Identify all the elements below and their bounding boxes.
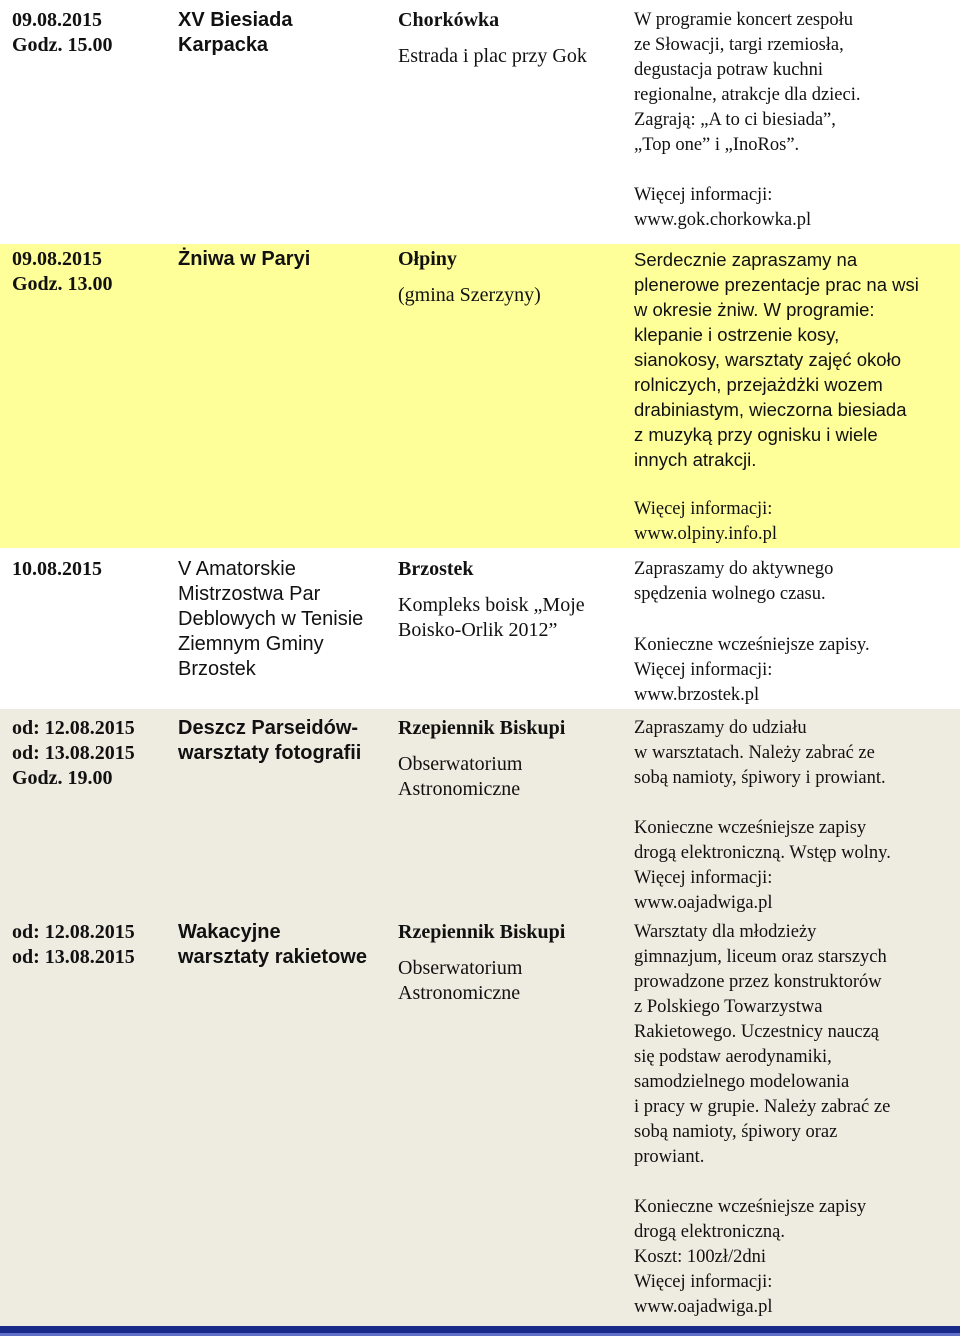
event-date-cell xyxy=(12,920,162,970)
event-note: Konieczne wcześniejsze zapisy. xyxy=(634,635,870,655)
event-url-link[interactable]: www.brzostek.pl xyxy=(634,685,760,705)
event-name: Wakacyjne warsztaty rakietowe xyxy=(178,921,367,968)
event-url-link[interactable]: www.olpiny.info.pl xyxy=(634,524,778,544)
bottom-border-shadow xyxy=(0,1333,960,1336)
more-info-label: Więcej informacji: xyxy=(634,660,773,680)
event-row-rakietowe xyxy=(0,918,960,1326)
event-place-detail: Kompleks boisk „Moje Boisko-Orlik 2012” xyxy=(398,594,585,641)
event-name: Deszcz Parseidów- warsztaty fotografii xyxy=(178,717,362,764)
event-date: 09.08.2015 Godz. 15.00 xyxy=(12,9,113,56)
event-name: V Amatorskie Mistrzostwa Par Deblowych w Tenisie Ziemnym Gminy Brzostek xyxy=(178,558,364,680)
more-info-label: Więcej informacji: xyxy=(634,868,773,888)
event-name: XV Biesiada Karpacka xyxy=(178,9,293,56)
event-place-cell xyxy=(398,920,620,1006)
event-place-cell xyxy=(398,247,620,308)
event-description-cell xyxy=(634,8,952,233)
event-place-detail: Obserwatorium Astronomiczne xyxy=(398,957,523,1004)
event-name-cell xyxy=(178,8,388,58)
event-date-cell xyxy=(12,716,162,791)
event-name: Żniwa w Paryi xyxy=(178,248,311,270)
event-name-cell xyxy=(178,557,388,682)
event-place-detail: Obserwatorium Astronomiczne xyxy=(398,753,523,800)
event-url-link[interactable]: www.gok.chorkowka.pl xyxy=(634,210,812,230)
more-info-label: Więcej informacji: xyxy=(634,1272,773,1292)
event-place-name: Ołpiny xyxy=(398,248,457,270)
event-description-cell xyxy=(634,557,952,708)
event-description-cell xyxy=(634,716,952,916)
event-description-cell xyxy=(634,247,952,547)
event-description: W programie koncert zespołu ze Słowacji, targi rzemiosła, degustacja potraw kuchni regionalne, atrakcje dla dzieci. Zagrają: „A to ci biesiada”, „Top one” i „InoRos”. xyxy=(634,10,861,155)
event-date-cell xyxy=(12,557,162,582)
event-description: Zapraszamy do udziału w warsztatach. Należy zabrać ze sobą namioty, śpiwory i prowiant. xyxy=(634,718,886,788)
event-row-zniwa xyxy=(0,244,960,548)
event-row-parseidy xyxy=(0,709,960,918)
event-place-cell xyxy=(398,716,620,802)
event-date: od: 12.08.2015 od: 13.08.2015 Godz. 19.00 xyxy=(12,717,135,789)
event-place-name: Rzepiennik Biskupi xyxy=(398,717,566,739)
event-description: Warsztaty dla młodzieży gimnazjum, liceum oraz starszych prowadzone przez konstruktorów z Polskiego Towarzystwa Rakietowego. Uczestnicy nauczą się podstaw aerodynamiki, samodzielnego modelowania i pracy w grupie. Należy zabrać ze sobą namioty, śpiwory oraz prowiant. xyxy=(634,922,891,1167)
event-url-link[interactable]: www.oajadwiga.pl xyxy=(634,1297,773,1317)
event-date: od: 12.08.2015 od: 13.08.2015 xyxy=(12,921,135,968)
more-info-label: Więcej informacji: xyxy=(634,499,773,519)
event-date-cell xyxy=(12,8,162,58)
event-place-name: Rzepiennik Biskupi xyxy=(398,921,566,943)
event-date: 10.08.2015 xyxy=(12,558,102,580)
event-description-cell xyxy=(634,920,952,1320)
event-note: Konieczne wcześniejsze zapisy drogą elektroniczną. Koszt: 100zł/2dni xyxy=(634,1197,867,1267)
event-url-link[interactable]: www.oajadwiga.pl xyxy=(634,893,773,913)
event-name-cell xyxy=(178,716,388,766)
event-description: Serdecznie zapraszamy na plenerowe prezentacje prac na wsi w okresie żniw. W programie: klepanie i ostrzenie kosy, sianokosy, warsztaty zajęć około rolniczych, przejażdżki wozem drabiniastym, wieczorna biesiada z muzyką przy ognisku i wiele innych atrakcji. xyxy=(634,249,919,470)
event-place-name: Chorkówka xyxy=(398,9,500,31)
event-place-detail: Estrada i plac przy Gok xyxy=(398,45,587,67)
bottom-border xyxy=(0,1326,960,1333)
event-row-biesiada xyxy=(0,0,960,244)
event-date: 09.08.2015 Godz. 13.00 xyxy=(12,248,113,295)
event-description: Zapraszamy do aktywnego spędzenia wolnego czasu. xyxy=(634,559,834,604)
event-place-detail: (gmina Szerzyny) xyxy=(398,284,541,306)
event-name-cell xyxy=(178,920,388,970)
event-place-name: Brzostek xyxy=(398,558,474,580)
event-date-cell xyxy=(12,247,162,297)
event-place-cell xyxy=(398,557,620,643)
event-note: Konieczne wcześniejsze zapisy drogą elektroniczną. Wstęp wolny. xyxy=(634,818,891,863)
event-name-cell xyxy=(178,247,388,272)
event-place-cell xyxy=(398,8,620,69)
more-info-label: Więcej informacji: xyxy=(634,185,773,205)
event-row-tenis xyxy=(0,548,960,709)
